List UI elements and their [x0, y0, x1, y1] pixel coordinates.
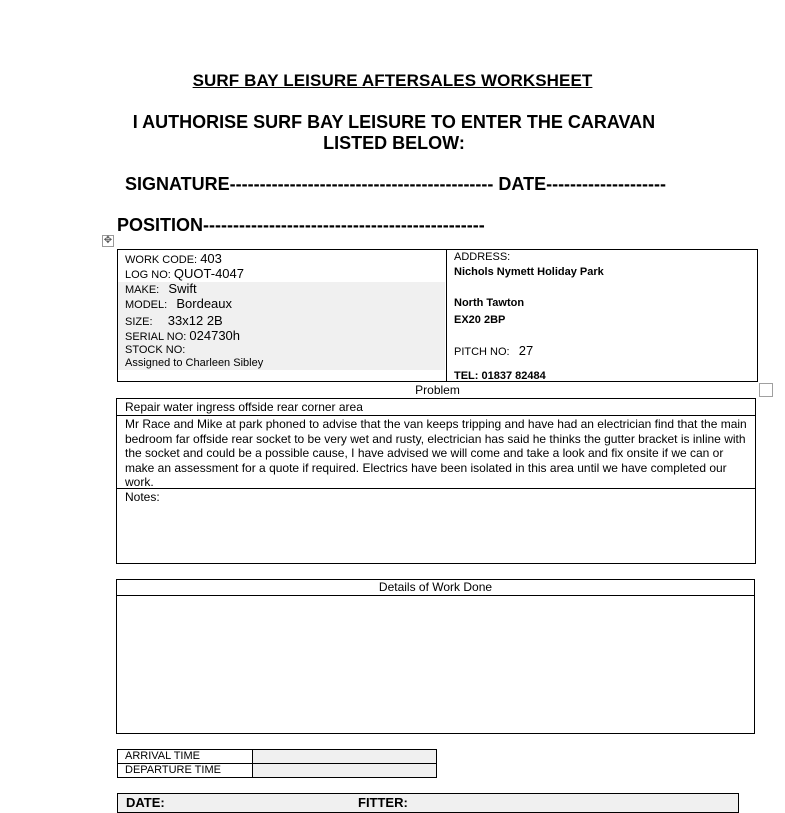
problem-description[interactable]: Mr Race and Mike at park phoned to advise that the van keeps tripping and have had an electrician find that the main bedroom far offside rear socket to be very wet and rusty, electrician has said he thinks the gutter bracket is inline with the socket and could be a possible cause, I have advised we will come and take a look and fix onsite if we can or make an assessment for a quote if required. Electrics have been isolated in this area until we have completed our work. — [117, 416, 755, 489]
make-value[interactable]: Swift — [168, 281, 197, 296]
times-table — [117, 749, 437, 778]
log-no-label: LOG NO: — [125, 269, 171, 281]
arrival-time-label: ARRIVAL TIME — [125, 750, 200, 762]
pitch-no-value[interactable]: 27 — [518, 343, 534, 358]
model-label: MODEL: — [125, 299, 168, 311]
authorisation-line-2: LISTED BELOW: — [323, 133, 465, 153]
stock-no-row — [125, 344, 185, 356]
departure-time-field[interactable] — [252, 764, 436, 777]
caravan-info-table — [117, 249, 758, 382]
serial-no-row — [125, 328, 240, 343]
make-row — [125, 281, 197, 296]
arrival-time-row — [118, 750, 436, 764]
signoff-fitter-label: FITTER: — [358, 795, 408, 810]
address-cell[interactable] — [447, 250, 757, 381]
departure-time-row — [118, 764, 436, 777]
signature-date-line[interactable]: SIGNATURE-------------------------------------------- DATE-------------------- — [125, 174, 666, 194]
log-no-row — [125, 266, 244, 281]
work-code-label: WORK CODE: — [125, 254, 198, 266]
address-line-3: EX20 2BP — [454, 314, 506, 326]
size-row — [125, 313, 223, 328]
work-done-field[interactable] — [117, 596, 754, 733]
size-value[interactable]: 33x12 2B — [167, 313, 223, 328]
log-no-value[interactable]: QUOT-4047 — [173, 266, 244, 281]
pitch-no-label: PITCH NO: — [454, 346, 510, 358]
work-done-heading: Details of Work Done — [117, 580, 754, 596]
stock-no-label: STOCK NO: — [125, 344, 186, 356]
make-label: MAKE: — [125, 284, 160, 296]
caravan-details-cell[interactable] — [118, 250, 447, 381]
work-done-table — [116, 579, 755, 734]
notes-field[interactable] — [117, 490, 755, 505]
departure-time-label: DEPARTURE TIME — [125, 764, 221, 776]
serial-no-value[interactable]: 024730h — [189, 328, 241, 343]
table-move-handle-icon[interactable]: ✥ — [103, 235, 113, 246]
serial-no-label: SERIAL NO: — [125, 331, 187, 343]
problem-table — [116, 398, 756, 564]
size-label: SIZE: — [125, 316, 153, 328]
signoff-date-label: DATE: — [126, 795, 165, 810]
problem-heading: Problem — [415, 383, 460, 397]
pitch-no-row — [454, 343, 533, 358]
worksheet-title: SURF BAY LEISURE AFTERSALES WORKSHEET — [192, 71, 593, 90]
telephone: TEL: 01837 82484 — [454, 370, 546, 382]
address-line-2: North Tawton — [454, 297, 525, 309]
position-line[interactable]: POSITION----------------------------------------------- — [117, 215, 485, 235]
arrival-time-field[interactable] — [252, 750, 436, 763]
work-code-row — [125, 251, 222, 266]
model-value[interactable]: Bordeaux — [176, 296, 233, 311]
table-resize-handle[interactable] — [759, 383, 773, 397]
assigned-to: Assigned to Charleen Sibley — [125, 357, 264, 369]
model-row — [125, 296, 232, 311]
work-code-value[interactable]: 403 — [200, 251, 222, 266]
notes-label: Notes: — [125, 490, 160, 504]
signoff-row[interactable] — [117, 793, 739, 813]
authorisation-statement — [0, 112, 785, 154]
address-label: ADDRESS: — [454, 251, 511, 263]
problem-summary[interactable]: Repair water ingress offside rear corner area — [117, 399, 755, 416]
address-line-1: Nichols Nymett Holiday Park — [454, 266, 604, 278]
authorisation-line-1: I AUTHORISE SURF BAY LEISURE TO ENTER THE CARAVAN — [132, 112, 656, 132]
